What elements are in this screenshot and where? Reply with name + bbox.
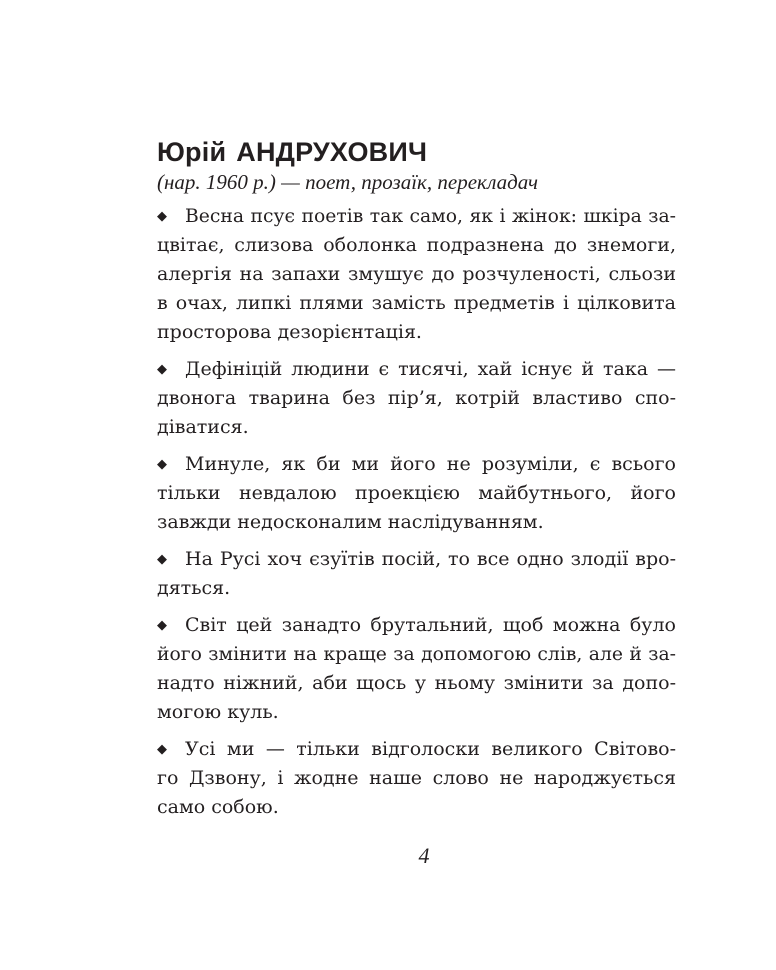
quote-text: в очах, липкі плями замість предметів і цілковита	[157, 292, 676, 314]
bullet-icon: ◆	[157, 742, 167, 757]
author-heading	[157, 135, 427, 169]
author-first-name: Юрій	[157, 137, 227, 167]
quote-line	[157, 355, 676, 384]
quote-line	[157, 231, 676, 260]
quote-item	[157, 450, 676, 537]
quote-line	[157, 260, 676, 289]
quote-item	[157, 355, 676, 442]
quote-text: двонога тварина без пір’я, котрій властиво спо-	[157, 387, 676, 409]
quote-line	[157, 202, 676, 231]
page-number: 4	[418, 843, 430, 868]
quote-text: алергія на запахи змушує до розчуленості, сльози	[157, 263, 676, 285]
quote-text: Минуле, як би ми його не розуміли, є всього	[185, 453, 676, 475]
quote-text: дяться.	[157, 577, 231, 599]
quote-item	[157, 735, 676, 822]
quote-line	[157, 698, 676, 727]
quote-text: завжди недосконалим наслідуванням.	[157, 511, 544, 533]
quote-line	[157, 289, 676, 318]
quote-text: само собою.	[157, 796, 279, 818]
quote-item	[157, 545, 676, 603]
quote-text: Весна псує поетів так само, як і жінок: шкіра за-	[185, 206, 676, 227]
bullet-icon: ◆	[157, 618, 167, 633]
quote-line	[157, 508, 676, 537]
quote-line	[157, 479, 676, 508]
bullet-icon: ◆	[157, 457, 167, 472]
quote-item	[157, 611, 676, 727]
quote-text: цвітає, слизова оболонка подразнена до знемоги,	[157, 234, 676, 256]
quote-text: діватися.	[157, 416, 249, 438]
quote-text: Дефініцій людини є тисячі, хай існує й така —	[185, 358, 676, 380]
quote-line	[157, 545, 676, 574]
quote-text: Світ цей занадто брутальний, щоб можна було	[185, 614, 676, 636]
quote-text: надто ніжний, аби щось у ньому змінити за допо-	[157, 672, 676, 694]
quote-line	[157, 640, 676, 669]
quote-line	[157, 450, 676, 479]
quote-text: просторова дезорієнтація.	[157, 321, 422, 343]
quote-text: Усі ми — тільки відголоски великого Світово-	[185, 738, 676, 760]
quote-line	[157, 764, 676, 793]
author-last-name: АНДРУХОВИЧ	[236, 137, 428, 167]
quote-line	[157, 735, 676, 764]
quote-item	[157, 202, 676, 347]
quote-line	[157, 793, 676, 822]
quote-text: На Русі хоч єзуїтів посій, то все одно злодії вро-	[185, 548, 676, 570]
quotes-list	[157, 202, 676, 830]
quote-text: тільки невдалою проекцією майбутнього, його	[157, 482, 676, 504]
quote-text: могою куль.	[157, 701, 279, 723]
bullet-icon: ◆	[157, 552, 167, 567]
quote-line	[157, 574, 676, 603]
quote-line	[157, 384, 676, 413]
author-bio: (нар. 1960 р.) — поет, прозаїк, перекладач	[157, 170, 539, 194]
quote-line	[157, 413, 676, 442]
quote-line	[157, 318, 676, 347]
bullet-icon: ◆	[157, 209, 167, 224]
quote-text: його змінити на краще за допомогою слів, але й за-	[157, 644, 676, 665]
quote-text: го Дзвону, і жодне наше слово не народжується	[157, 767, 676, 789]
quote-line	[157, 611, 676, 640]
bullet-icon: ◆	[157, 362, 167, 377]
quote-line	[157, 669, 676, 698]
